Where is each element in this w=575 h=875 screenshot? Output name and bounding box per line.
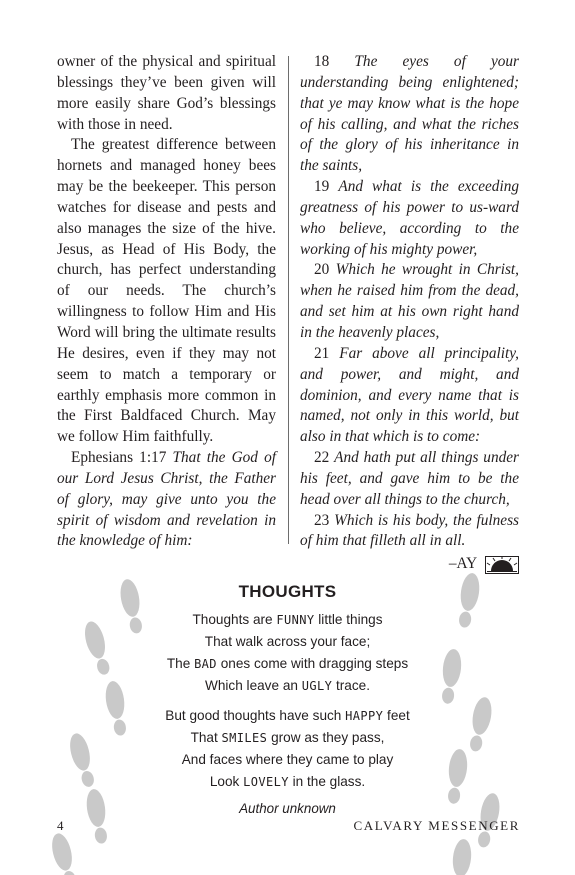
page-number: 4 bbox=[57, 818, 64, 833]
sunrise-ornament-icon bbox=[485, 556, 519, 574]
signoff-initials: –AY bbox=[448, 555, 478, 573]
paragraph: The greatest difference between hornets and managed honey bees may be the beekeeper. This person watches for disease and pests and also manages the size of the hive. Jesus, as Head of His Body, the church, has perfect understanding of our needs. The church’s willingness to follow Him and His Word will bring the ultimate results He desires, even if they may not seem to match a temporary or earthly emphasis more common in the First Baldfaced Church. May we follow Him faithfully. bbox=[57, 136, 276, 446]
verse-text: And hath put all things under his feet, and gave him to be the head over all things to the church, bbox=[300, 449, 519, 508]
verse-number: 21 bbox=[314, 344, 330, 362]
poem-box bbox=[120, 582, 455, 816]
emphasis-word: HAPPY bbox=[345, 709, 384, 723]
poem-line: And faces where they came to play bbox=[181, 752, 394, 767]
scripture-text: That the God of our Lord Jesus Christ, the Father of glory, may give unto you the spirit of wisdom and revelation in the knowledge of him: bbox=[57, 449, 276, 550]
poem-line: Look LOVELY in the glass. bbox=[209, 774, 366, 789]
running-footer: CALVARY MESSENGER bbox=[353, 818, 520, 833]
verse-number: 22 bbox=[314, 449, 330, 467]
emphasis-word: FUNNY bbox=[276, 613, 315, 627]
verse-text: Far above all principality, and power, and might, and dominion, and every name that is named, not only in this world, but also in that which is to come: bbox=[300, 344, 519, 446]
poem-author: Author unknown bbox=[239, 801, 336, 816]
poem-line: But good thoughts have such HAPPY feet bbox=[165, 708, 410, 723]
verse bbox=[300, 260, 519, 343]
verse bbox=[300, 344, 519, 448]
footprint-icon bbox=[449, 838, 473, 875]
verse-text: Which he wrought in Christ, when he raised him from the dead, and set him at his own right hand in the heavenly places, bbox=[300, 261, 519, 341]
column-divider bbox=[288, 56, 289, 544]
emphasis-word: LOVELY bbox=[243, 775, 289, 789]
left-column bbox=[57, 52, 276, 552]
verse-number: 20 bbox=[314, 261, 330, 279]
author-signoff bbox=[300, 554, 519, 575]
poem-line: That SMILES grow as they pass, bbox=[190, 730, 385, 745]
verse-number: 23 bbox=[314, 511, 330, 529]
poem-line: Which leave an UGLY trace. bbox=[205, 678, 370, 693]
verse-number: 18 bbox=[314, 53, 330, 70]
footprint-icon bbox=[467, 696, 494, 753]
footprint-icon bbox=[456, 572, 481, 629]
verse-number: 19 bbox=[314, 178, 330, 196]
scripture-paragraph bbox=[57, 448, 276, 552]
paragraph: owner of the physical and spiritual blessings they’ve been given will more easily share God’s blessings with those in need. bbox=[57, 53, 276, 133]
verse-text: And what is the exceeding greatness of his power to us-ward who believe, according to the working of his mighty power, bbox=[300, 178, 519, 258]
footprint-icon bbox=[49, 831, 80, 875]
poem-line: Thoughts are FUNNY little things bbox=[192, 612, 383, 627]
verse-text: The eyes of your understanding being enlightened; that ye may know what is the hope of his calling, and what the riches of the glory of his inheritance in the saints, bbox=[300, 53, 519, 175]
verse bbox=[300, 448, 519, 511]
footprint-icon bbox=[81, 619, 113, 677]
poem-title: THOUGHTS bbox=[238, 582, 337, 601]
stanza bbox=[120, 609, 455, 697]
footprint-icon bbox=[67, 731, 98, 789]
verse bbox=[300, 511, 519, 553]
verse-text: Which is his body, the fulness of him that filleth all in all. bbox=[300, 511, 519, 550]
poem-line: The BAD ones come with dragging steps bbox=[166, 656, 409, 671]
footprint-icon bbox=[84, 788, 109, 845]
scripture-reference: Ephesians 1:17 bbox=[71, 449, 167, 467]
verse bbox=[300, 177, 519, 260]
emphasis-word: UGLY bbox=[301, 679, 333, 693]
emphasis-word: BAD bbox=[194, 657, 217, 671]
emphasis-word: SMILES bbox=[221, 731, 268, 745]
stanza bbox=[120, 705, 455, 793]
right-column bbox=[300, 52, 519, 575]
poem-line: That walk across your face; bbox=[204, 634, 371, 649]
verse bbox=[300, 52, 519, 177]
